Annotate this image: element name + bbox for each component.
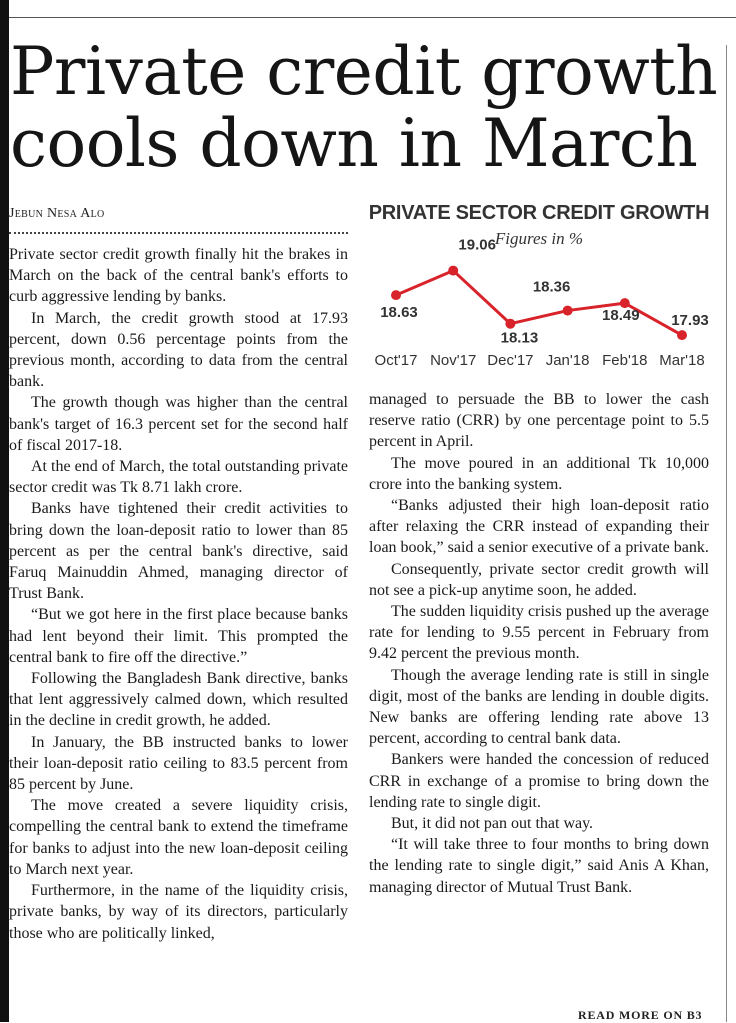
paragraph: “But we got here in the first place because banks had lent beyond their limit. This prompted the central bank to fire off the directive.” [9, 606, 348, 666]
paragraph: Private sector credit growth finally hit the brakes in March on the back of the central bank's efforts to curb aggressive lending by banks. [9, 246, 348, 306]
paragraph: The sudden liquidity crisis pushed up the average rate for lending to 9.55 percent in February from 9.42 percent the previous month. [369, 603, 709, 663]
paragraph: “It will take three to four months to bring down the lending rate to single digit,” said Anis A Khan, managing director of Mutual Trust Bank. [369, 836, 709, 896]
paragraph: Though the average lending rate is still in single digit, most of the banks are lending in double digits. New banks are offering lending rate above 13 percent, according to central bank data. [369, 666, 709, 748]
byline-dotted-rule [9, 232, 348, 234]
paragraph: Furthermore, in the name of the liquidity crisis, private banks, by way of its directors, particularly those who are politically linked, [9, 882, 348, 942]
data-point [563, 306, 573, 316]
paragraph: At the end of March, the total outstanding private sector credit was Tk 8.71 lakh crore. [9, 458, 348, 497]
data-label: 19.06 [458, 236, 496, 254]
paragraph: In January, the BB instructed banks to lower their loan-deposit ratio ceiling to 83.5 percent from 85 percent by June. [9, 733, 348, 794]
data-point [448, 266, 458, 276]
paragraph: “Banks adjusted their high loan-deposit ratio after relaxing the CRR instead of expanding their loan book,” said a senior executive of a private bank. [369, 497, 709, 557]
page-edge-bar [0, 0, 9, 1022]
data-label: 17.93 [671, 312, 709, 330]
data-point [391, 290, 401, 300]
x-tick-label: Feb'18 [602, 352, 648, 369]
byline: Jebun Nesa Alo [9, 206, 105, 221]
x-tick-label: Jan'18 [545, 352, 590, 369]
paragraph: Bankers were handed the concession of reduced CRR in exchange of a promise to bring down the lending rate to single digit. [369, 751, 709, 811]
paragraph: The move poured in an additional Tk 10,000 crore into the banking system. [369, 454, 709, 493]
paragraph: Consequently, private sector credit growth will not see a pick-up anytime soon, he added. [369, 560, 709, 599]
data-point [677, 330, 687, 340]
paragraph: In March, the credit growth stood at 17.93 percent, down 0.56 percentage points from the previous month, according to data from the central bank. [9, 309, 348, 391]
read-more-link[interactable]: READ MORE ON B3 [578, 1008, 703, 1022]
x-tick-label: Dec'17 [487, 352, 534, 369]
article-column-2 [369, 389, 709, 898]
headline [10, 33, 726, 182]
paragraph: managed to persuade the BB to lower the cash reserve ratio (CRR) by one percentage point to 5.5 percent in April. [369, 391, 709, 451]
paragraph: Following the Bangladesh Bank directive, banks that lent aggressively calmed down, which resulted in the decline in credit growth, he added. [9, 670, 348, 730]
headline-line-2: cools down in March [10, 105, 698, 182]
paragraph: The growth though was higher than the central bank's target of 16.3 percent set for the second half of fiscal 2017-18. [9, 394, 348, 454]
paragraph: The move created a severe liquidity crisis, compelling the central bank to extend the timeframe for banks to adjust into the new loan-deposit ceiling to March next year. [9, 797, 348, 878]
data-label: 18.36 [532, 278, 571, 296]
data-point [505, 319, 515, 329]
x-tick-label: Nov'17 [430, 352, 477, 369]
chart-title: PRIVATE SECTOR CREDIT GROWTH [368, 202, 710, 224]
x-tick-label: Mar'18 [659, 352, 705, 369]
top-rule [9, 17, 736, 18]
column-divider [726, 45, 727, 1022]
article-column-1 [9, 244, 348, 944]
chart-subtitle: Figures in % [494, 229, 584, 248]
data-label: 18.13 [500, 329, 539, 347]
x-tick-label: Oct'17 [374, 352, 418, 369]
paragraph: Banks have tightened their credit activities to bring down the loan-deposit ratio to lower than 85 percent as per the central bank's directive, said Faruq Mainuddin Ahmed, managing director of Trust Bank. [9, 500, 348, 603]
headline-line-1: Private credit growth [10, 33, 718, 110]
data-label: 18.49 [602, 307, 640, 325]
paragraph: But, it did not pan out that way. [391, 815, 594, 833]
data-label: 18.63 [380, 304, 418, 322]
